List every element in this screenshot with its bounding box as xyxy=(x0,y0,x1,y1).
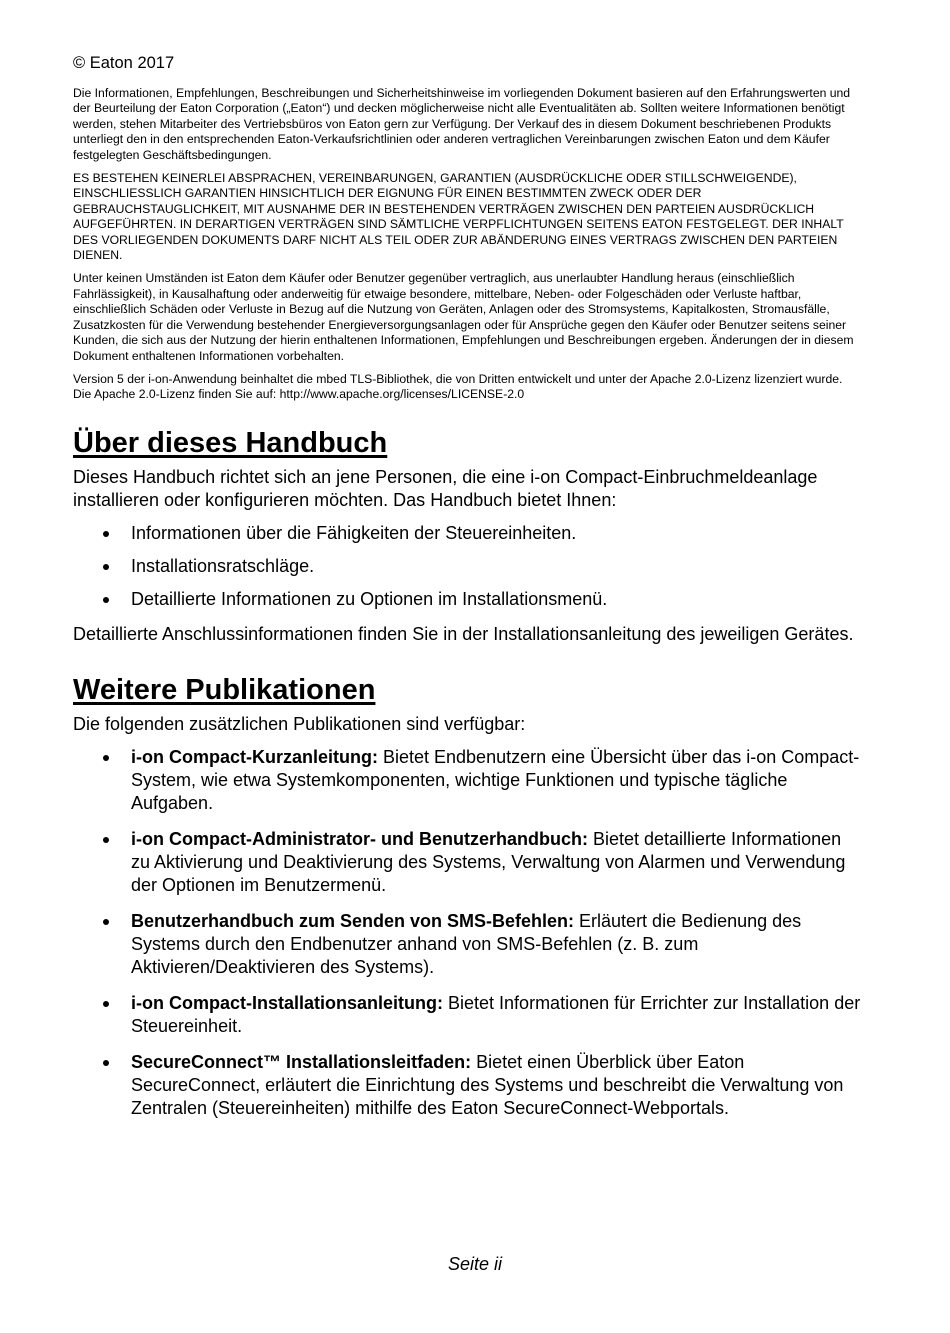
legal-disclaimer xyxy=(73,86,863,403)
list-item-text: Informationen über die Fähigkeiten der Steuereinheiten. xyxy=(131,522,577,543)
license-paragraph: Version 5 der i-on-Anwendung beinhaltet die mbed TLS-Bibliothek, die von Dritten entwickelt und unter der Apache 2.0-Lizenz lizenziert wurde. Die Apache 2.0-Lizenz finden Sie auf: http://www.apache.org/licenses/LICENSE-2.0 xyxy=(73,371,843,402)
bullet-icon xyxy=(103,531,109,537)
publication-item xyxy=(73,828,863,897)
about-manual-outro: Detaillierte Anschlussinformationen finden Sie in der Installationsanleitung des jeweiligen Gerätes. xyxy=(73,623,854,644)
publication-description: Erläutert die Bedienung des Systems durch den Endbenutzer anhand von SMS-Befehlen (z. B. zum Aktivieren/Deaktivieren des Systems). xyxy=(131,910,802,977)
publication-item xyxy=(73,1051,863,1120)
bullet-icon xyxy=(103,1001,109,1007)
disclaimer-paragraph-1: Die Informationen, Empfehlungen, Beschreibungen und Sicherheitshinweise im vorliegenden Dokument basieren auf den Erfahrungswerten und der Beurteilung der Eaton Corporation („Eaton“) und decken möglicherweise nicht alle Eventualitäten ab. Sollten weitere Informationen benötigt werden, stehen Mitarbeiter des Vertriebsbüros von Eaton gern zur Verfügung. Der Verkauf des in diesem Dokument beschriebenen Produkts unterliegt den in den entsprechenden Eaton-Verkaufsrichtlinien oder anderen vertraglichen Vereinbarungen zwischen Eaton und dem Käufer festgelegten Geschäftsbedingungen. xyxy=(73,86,851,162)
list-item xyxy=(73,555,863,578)
copyright-notice: © Eaton 2017 xyxy=(73,54,175,72)
heading-further-publications: Weitere Publikationen xyxy=(73,673,376,706)
disclaimer-paragraph-2: ES BESTEHEN KEINERLEI ABSPRACHEN, VEREINBARUNGEN, GARANTIEN (AUSDRÜCKLICHE ODER STILLSCHWEIGENDE), EINSCHLIESSLICH GARANTIEN HINSICHTLICH DER EIGNUNG FÜR EINEN BESTIMMTEN ZWECK ODER DER GEBRAUCHSTAUGLICHKEIT, MIT AUSNAHME DER IN BESTEHENDEN VERTRÄGEN ZWISCHEN DEN PARTEIEN AUSDRÜCKLICH AUFGEFÜHRTEN. IN DERARTIGEN VERTRÄGEN SIND SÄMTLICHE VERPFLICHTUNGEN SEITENS EATON FESTGELEGT. DER INHALT DES VORLIEGENDEN DOKUMENTS DARF NICHT ALS TEIL ODER ZUR ABÄNDERUNG EINES VERTRAGS ZWISCHEN DEN PARTEIEN DIENEN. xyxy=(73,171,844,263)
publication-description: Bietet detaillierte Informationen zu Aktivierung und Deaktivierung des Systems, Verwaltung von Alarmen und Verwendung der Optionen im Benutzermenü. xyxy=(131,828,846,895)
publication-title: Benutzerhandbuch zum Senden von SMS-Befehlen: xyxy=(131,910,575,931)
publications-intro: Die folgenden zusätzlichen Publikationen sind verfügbar: xyxy=(73,713,526,734)
list-item-text: Detaillierte Informationen zu Optionen im Installationsmenü. xyxy=(131,588,608,609)
publication-item xyxy=(73,992,863,1038)
about-manual-intro: Dieses Handbuch richtet sich an jene Personen, die eine i-on Compact-Einbruchmeldeanlage installieren oder konfigurieren möchten. Das Handbuch bietet Ihnen: xyxy=(73,466,818,510)
bullet-icon xyxy=(103,755,109,761)
bullet-icon xyxy=(103,1060,109,1066)
bullet-icon xyxy=(103,919,109,925)
bullet-icon xyxy=(103,597,109,603)
publications-list xyxy=(73,746,863,1120)
publication-description: Bietet einen Überblick über Eaton SecureConnect, erläutert die Einrichtung des Systems und beschreibt die Verwaltung von Zentralen (Steuereinheiten) mithilfe des Eaton SecureConnect-Webportals. xyxy=(131,1051,844,1118)
disclaimer-paragraph-3: Unter keinen Umständen ist Eaton dem Käufer oder Benutzer gegenüber vertraglich, aus unerlaubter Handlung heraus (einschließlich Fahrlässigkeit), in Kausalhaftung oder anderweitig für etwaige besondere, mittelbare, Neben- oder Folgeschäden oder Verluste haftbar, einschließlich Schäden oder Verluste in Bezug auf die Nutzung von Geräten, Anlagen oder des Stromsystems, Kapitalkosten, Stromausfälle, Zusatzkosten für die Verwendung bestehender Energieversorgungsanlagen oder für Ansprüche gegen den Käufer oder Benutzer seitens seiner Kunden, die sich aus der Nutzung der hierin enthaltenen Informationen, Empfehlungen und Beschreibungen ergeben. Änderungen der in diesem Dokument enthaltenen Informationen vorbehalten. xyxy=(73,271,854,363)
bullet-icon xyxy=(103,564,109,570)
page-number: Seite ii xyxy=(447,1254,503,1274)
publication-description: Bietet Informationen für Errichter zur Installation der Steuereinheit. xyxy=(131,992,861,1036)
publication-item xyxy=(73,746,863,815)
publication-title: i-on Compact-Kurzanleitung: xyxy=(131,746,378,767)
publication-item xyxy=(73,910,863,979)
bullet-icon xyxy=(103,837,109,843)
publication-title: SecureConnect™ Installationsleitfaden: xyxy=(131,1051,472,1072)
list-item-text: Installationsratschläge. xyxy=(131,555,315,576)
document-page xyxy=(73,52,863,1133)
about-manual-list xyxy=(73,522,863,611)
heading-about-manual: Über dieses Handbuch xyxy=(73,426,388,459)
publication-description: Bietet Endbenutzern eine Übersicht über das i-on Compact-System, wie etwa Systemkomponenten, wichtige Funktionen und typische tägliche Aufgaben. xyxy=(131,746,860,813)
list-item xyxy=(73,588,863,611)
list-item xyxy=(73,522,863,545)
publication-title: i-on Compact-Administrator- und Benutzerhandbuch: xyxy=(131,828,588,849)
publication-title: i-on Compact-Installationsanleitung: xyxy=(131,992,444,1013)
